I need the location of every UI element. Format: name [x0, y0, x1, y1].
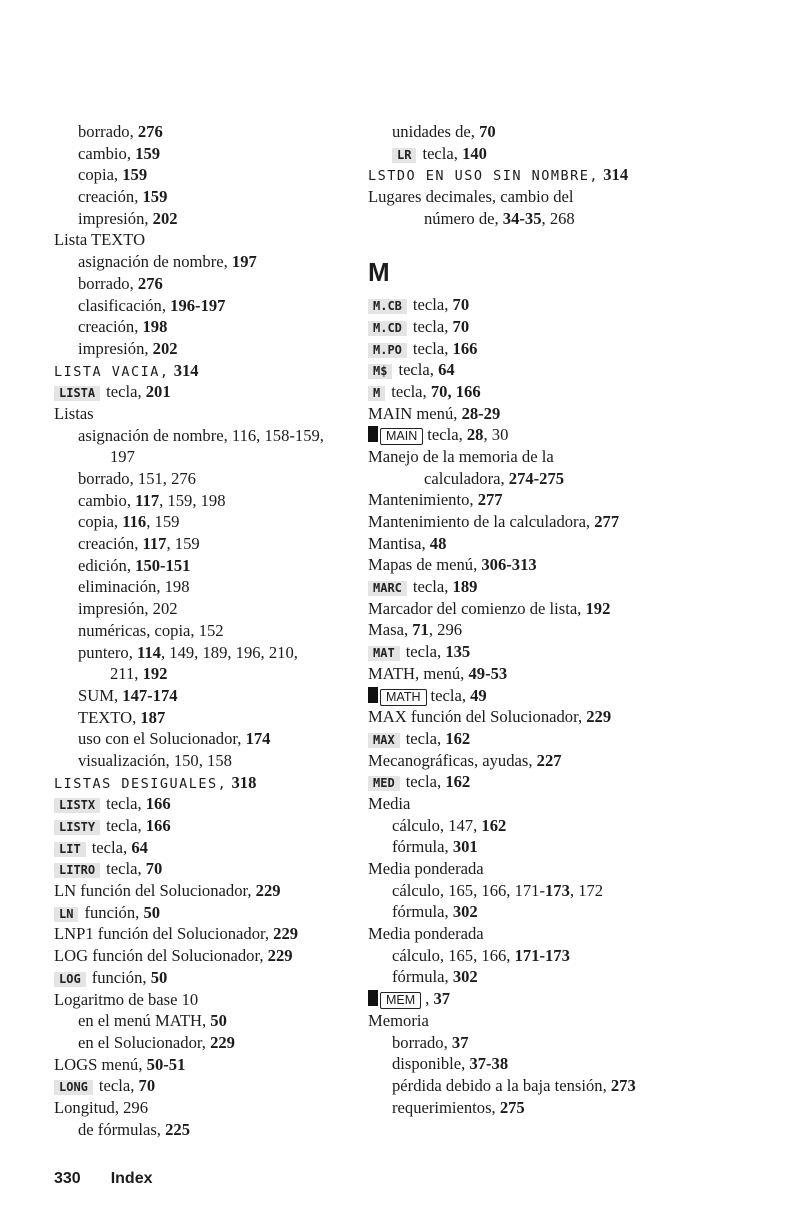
index-entry	[54, 837, 374, 859]
index-entry	[54, 273, 374, 295]
page-ref-primary: 277	[477, 490, 503, 510]
page-ref-primary: 171-173	[514, 945, 570, 965]
entry-text: fórmula,	[392, 967, 453, 987]
page-ref-primary: 28	[466, 425, 484, 445]
index-entry	[368, 403, 788, 425]
entry-text: impresión, 202	[78, 599, 178, 619]
entry-text: cambio,	[78, 143, 136, 163]
entry-text: tecla,	[412, 316, 453, 336]
entry-text: Mapas de menú,	[368, 555, 482, 575]
index-entry	[368, 685, 788, 707]
index-entry	[54, 164, 374, 186]
entry-text: tecla,	[405, 728, 446, 748]
index-entry	[368, 988, 788, 1010]
display-message: LISTA VACIA,	[54, 363, 170, 380]
entry-text: creación,	[78, 534, 143, 554]
page-ref-primary: 34-35	[502, 208, 542, 228]
entry-text: Mantenimiento,	[368, 490, 478, 510]
page-ref-primary: 70	[145, 859, 163, 879]
index-entry	[368, 338, 788, 360]
index-entry	[54, 229, 374, 251]
index-entry	[54, 967, 374, 989]
menu-key-label: M	[368, 386, 385, 401]
keyboard-key: MAIN	[380, 428, 423, 445]
entry-text: Mecanográficas, ayudas,	[368, 750, 537, 770]
entry-text: Lugares decimales, cambio del	[368, 187, 574, 207]
page-ref-primary: 37	[433, 989, 451, 1009]
entry-text: cálculo, 165, 166,	[392, 945, 515, 965]
page-ref-primary: 37-38	[469, 1054, 509, 1074]
index-entry	[54, 446, 374, 468]
entry-text: LN función del Solucionador,	[54, 881, 256, 901]
index-entry	[54, 208, 374, 230]
entry-text: fórmula,	[392, 902, 453, 922]
page-ref-primary: 302	[452, 902, 478, 922]
entry-text: copia,	[78, 165, 123, 185]
entry-text: creación,	[78, 317, 143, 337]
menu-key-label: M$	[368, 364, 392, 379]
entry-text: Marcador del comienzo de lista,	[368, 598, 586, 618]
entry-text: Media ponderada	[368, 924, 484, 944]
entry-text: asignación de nombre,	[78, 252, 232, 272]
entry-text: tecla,	[412, 295, 453, 315]
entry-text: función,	[91, 967, 151, 987]
index-entry	[54, 1119, 374, 1141]
page-ref-primary: 229	[273, 924, 299, 944]
entry-text: tecla,	[91, 837, 132, 857]
entry-text: Lista TEXTO	[54, 230, 146, 250]
entry-text: tecla,	[106, 859, 146, 879]
entry-text: Listas	[54, 403, 94, 423]
page-ref-primary: 229	[586, 707, 612, 727]
entry-text: ,	[425, 989, 434, 1009]
keyboard-key: MATH	[380, 689, 427, 706]
page-ref-primary: 192	[585, 598, 611, 618]
entry-text: tecla,	[422, 143, 463, 163]
page-ref-primary: 166	[452, 338, 478, 358]
entry-text: unidades de,	[392, 122, 480, 141]
page-ref: , 30	[483, 425, 509, 445]
index-entry	[54, 707, 374, 729]
index-entry	[368, 771, 788, 793]
index-entry	[54, 1010, 374, 1032]
entry-text: MAX función del Solucionador,	[368, 707, 587, 727]
index-entry	[368, 316, 788, 338]
index-entry	[368, 663, 788, 685]
entry-text: uso con el Solucionador,	[78, 729, 246, 749]
entry-text: disponible,	[392, 1054, 470, 1074]
page-ref-primary: 314	[603, 165, 629, 185]
entry-text: puntero,	[78, 642, 137, 662]
entry-text: borrado,	[78, 122, 138, 141]
page-ref-primary: 202	[152, 338, 178, 358]
index-entry	[368, 880, 788, 902]
index-entry	[368, 1075, 788, 1097]
page-number: 330	[54, 1170, 81, 1187]
entry-text: eliminación, 198	[78, 577, 190, 597]
page-ref-primary: 71	[412, 620, 429, 640]
entry-text: visualización, 150, 158	[78, 750, 232, 770]
entry-text: Longitud, 296	[54, 1097, 149, 1117]
page-ref-primary: 159	[135, 143, 161, 163]
page-ref-primary: 166	[145, 816, 171, 835]
index-entry	[368, 1097, 788, 1119]
index-entry	[54, 772, 374, 794]
index-entry	[54, 880, 374, 902]
index-entry	[368, 576, 788, 598]
entry-text: LNP1 función del Solucionador,	[54, 924, 274, 944]
entry-text: tecla,	[405, 772, 446, 792]
menu-key-label: LISTA	[54, 386, 100, 401]
index-entry	[368, 619, 788, 641]
index-entry	[368, 728, 788, 750]
menu-key-label: MAT	[368, 646, 400, 661]
index-entry	[54, 338, 374, 360]
menu-key-label: LR	[392, 148, 416, 163]
page-ref-primary: 273	[610, 1075, 636, 1095]
menu-key-label: M.PO	[368, 343, 407, 358]
entry-text: tecla,	[106, 794, 146, 814]
entry-text: tecla,	[106, 382, 146, 402]
entry-text: de fórmulas,	[78, 1119, 166, 1139]
index-entry	[54, 642, 374, 664]
index-entry	[368, 164, 788, 186]
page-ref-primary: 70	[452, 295, 470, 315]
index-entry	[368, 446, 788, 468]
entry-text: cálculo, 147,	[392, 815, 482, 835]
index-entry	[368, 533, 788, 555]
page-ref-primary: 162	[445, 728, 471, 748]
shift-key-icon	[368, 990, 378, 1006]
index-entry	[54, 902, 374, 924]
index-entry	[54, 533, 374, 555]
entry-text: calculadora,	[424, 468, 509, 488]
page-ref-primary: 37	[451, 1032, 469, 1052]
index-entry	[368, 966, 788, 988]
page-ref-primary: 276	[137, 273, 163, 293]
index-entry	[54, 1032, 374, 1054]
entry-text: asignación de nombre, 116, 158-159,	[78, 425, 324, 445]
index-entry	[368, 706, 788, 728]
index-entry	[54, 143, 374, 165]
page-ref-primary: 135	[445, 642, 471, 662]
index-entry	[54, 1054, 374, 1076]
page-ref-primary: 50	[210, 1011, 227, 1031]
index-entry	[54, 316, 374, 338]
page-ref-primary: 318	[231, 772, 257, 792]
page-ref-primary: 70	[479, 122, 496, 141]
display-message: LISTAS DESIGUALES,	[54, 775, 228, 792]
index-entry	[368, 121, 788, 143]
keyboard-key: MEM	[380, 992, 421, 1009]
entry-text: función,	[84, 902, 144, 922]
page-ref-primary: 49-53	[468, 663, 508, 683]
index-entry	[54, 598, 374, 620]
entry-text: TEXTO,	[78, 707, 141, 727]
index-entry	[54, 620, 374, 642]
entry-text: numéricas, copia, 152	[78, 620, 224, 640]
page-ref-primary: 159	[142, 187, 168, 207]
index-entry	[368, 858, 788, 880]
index-entry	[368, 815, 788, 837]
page-ref-primary: 70	[138, 1076, 156, 1096]
index-entry	[368, 424, 788, 446]
entry-text: SUM,	[78, 685, 123, 705]
page-ref-primary: 196-197	[170, 295, 226, 315]
entry-text: Manejo de la memoria de la	[368, 446, 554, 466]
page-ref: , 172	[569, 880, 604, 900]
page-ref-primary: 229	[210, 1032, 235, 1052]
menu-key-label: LOG	[54, 972, 86, 987]
page-ref-primary: 225	[165, 1119, 190, 1139]
index-entry	[368, 836, 788, 858]
index-entry	[54, 121, 374, 143]
index-entry	[368, 489, 788, 511]
index-entry	[54, 251, 374, 273]
page-ref-primary: 50-51	[146, 1054, 186, 1074]
index-entry	[54, 815, 374, 837]
page-ref: , 159	[146, 512, 180, 532]
index-entry	[54, 425, 374, 447]
index-entry	[368, 1010, 788, 1032]
index-entry	[54, 576, 374, 598]
page-ref-primary: 276	[137, 122, 163, 141]
index-entry	[368, 641, 788, 663]
index-entry	[368, 750, 788, 772]
index-entry	[368, 359, 788, 381]
entry-text: 197	[110, 447, 135, 467]
entry-text: MATH, menú,	[368, 663, 469, 683]
entry-text: LOG función del Solucionador,	[54, 946, 268, 966]
entry-text: Mantisa,	[368, 533, 430, 553]
page-ref-primary: 159	[122, 165, 148, 185]
entry-text: en el Solucionador,	[78, 1032, 211, 1052]
index-entry	[54, 403, 374, 425]
menu-key-label: MARC	[368, 581, 407, 596]
page-ref-primary: 70	[452, 316, 470, 336]
page-ref-primary: 275	[499, 1097, 525, 1117]
entry-text: cálculo, 165, 166, 171-	[392, 880, 545, 900]
index-entry	[368, 901, 788, 923]
page-ref: , 268	[541, 208, 575, 228]
entry-text: cambio,	[78, 490, 136, 510]
page-ref-primary: 70, 166	[430, 381, 481, 401]
page-ref-primary: 302	[452, 967, 478, 987]
section-letter: M	[368, 257, 390, 288]
entry-text: tecla,	[412, 338, 453, 358]
index-entry	[54, 511, 374, 533]
entry-text: fórmula,	[392, 837, 453, 857]
entry-text: pérdida debido a la baja tensión,	[392, 1075, 611, 1095]
page-ref-primary: 229	[255, 881, 281, 901]
menu-key-label: M.CD	[368, 321, 407, 336]
page-ref: , 149, 189, 196, 210,	[160, 642, 298, 662]
menu-key-label: LISTX	[54, 798, 100, 813]
page-ref-primary: 162	[481, 815, 507, 835]
index-entry	[54, 945, 374, 967]
index-entry	[54, 1097, 374, 1119]
menu-key-label: LONG	[54, 1080, 93, 1095]
page-ref-primary: 48	[429, 533, 447, 553]
entry-text: Media ponderada	[368, 859, 484, 878]
page-ref-primary: 166	[145, 794, 171, 814]
index-entry	[368, 468, 788, 490]
index-entry	[54, 360, 374, 382]
entry-text: impresión,	[78, 208, 153, 228]
page-ref: , 159, 198	[159, 490, 226, 510]
index-entry	[54, 468, 374, 490]
page-ref-primary: 202	[152, 208, 178, 228]
page-ref-primary: 201	[145, 382, 171, 402]
entry-text: borrado,	[392, 1032, 452, 1052]
entry-text: LOGS menú,	[54, 1054, 147, 1074]
entry-text: tecla,	[106, 816, 146, 835]
entry-text: tecla,	[398, 360, 439, 380]
menu-key-label: LN	[54, 907, 78, 922]
page-ref-primary: 277	[594, 512, 620, 531]
index-entry	[368, 143, 788, 165]
shift-key-icon	[368, 426, 378, 442]
index-entry	[368, 945, 788, 967]
page-ref-primary: 301	[452, 837, 478, 857]
page-footer	[54, 1170, 153, 1188]
index-entry	[54, 663, 374, 685]
entry-text: creación,	[78, 187, 143, 207]
page-ref-primary: 28-29	[461, 403, 501, 423]
page-ref: , 159	[166, 534, 200, 554]
index-entry	[368, 1053, 788, 1075]
index-entry	[54, 793, 374, 815]
page-ref-primary: 274-275	[508, 468, 565, 488]
entry-text: tecla,	[430, 685, 471, 705]
page-ref-primary: 192	[142, 664, 168, 684]
page-ref-primary: 150-151	[135, 555, 191, 575]
index-column-left	[54, 121, 374, 1140]
page-ref-primary: 162	[445, 772, 471, 792]
page-ref-primary: 227	[536, 750, 562, 770]
section-heading	[368, 251, 788, 294]
index-entry	[54, 1075, 374, 1097]
page-ref-primary: 116	[122, 512, 147, 532]
index-entry	[54, 555, 374, 577]
entry-text: borrado, 151, 276	[78, 469, 196, 488]
index-entry	[54, 685, 374, 707]
page-ref-primary: 50	[150, 967, 168, 987]
page-ref-primary: 50	[143, 902, 161, 922]
display-message: LSTDO EN USO SIN NOMBRE,	[368, 168, 600, 185]
entry-text: 211,	[110, 664, 143, 684]
index-entry	[368, 1032, 788, 1054]
menu-key-label: M.CB	[368, 299, 407, 314]
index-entry	[54, 728, 374, 750]
menu-key-label: LIT	[54, 842, 86, 857]
menu-key-label: LISTY	[54, 820, 100, 835]
spacer	[368, 229, 788, 251]
index-entry	[54, 989, 374, 1011]
page-ref-primary: 117	[142, 534, 167, 554]
index-entry	[368, 208, 788, 230]
index-entry	[54, 381, 374, 403]
entry-text: impresión,	[78, 338, 153, 358]
index-entry	[368, 554, 788, 576]
menu-key-label: MAX	[368, 733, 400, 748]
index-entry	[368, 511, 788, 533]
entry-text: tecla,	[427, 425, 467, 445]
entry-text: borrado,	[78, 273, 138, 293]
page-ref-primary: 147-174	[122, 685, 178, 705]
entry-text: tecla,	[412, 577, 453, 597]
entry-text: tecla,	[391, 381, 431, 401]
entry-text: Mantenimiento de la calculadora,	[368, 512, 595, 531]
shift-key-icon	[368, 687, 378, 703]
index-column-right	[368, 121, 788, 1118]
entry-text: tecla,	[98, 1076, 139, 1096]
page-ref-primary: 49	[470, 685, 487, 705]
index-entry	[368, 381, 788, 403]
index-entry	[368, 923, 788, 945]
entry-text: edición,	[78, 555, 136, 575]
index-entry	[54, 295, 374, 317]
page-ref-primary: 174	[245, 729, 271, 749]
index-entry	[368, 793, 788, 815]
page-ref-primary: 229	[267, 946, 293, 966]
page-ref-primary: 306-313	[481, 555, 537, 575]
index-entry	[368, 186, 788, 208]
page-ref-primary: 173	[545, 880, 570, 900]
index-entry	[54, 750, 374, 772]
page-ref-primary: 314	[173, 360, 199, 380]
entry-text: Masa,	[368, 620, 413, 640]
entry-text: Memoria	[368, 1010, 429, 1030]
section-title: Index	[110, 1170, 153, 1187]
entry-text: tecla,	[405, 642, 446, 662]
index-entry	[54, 490, 374, 512]
page-ref-primary: 189	[452, 577, 478, 597]
index-entry	[368, 294, 788, 316]
page-ref-primary: 64	[131, 837, 148, 857]
page-ref: , 296	[428, 620, 463, 640]
menu-key-label: MED	[368, 776, 400, 791]
page-ref-primary: 187	[140, 707, 166, 727]
index-entry	[54, 186, 374, 208]
menu-key-label: LITRO	[54, 863, 100, 878]
index-entry	[368, 598, 788, 620]
index-entry	[54, 858, 374, 880]
entry-text: Logaritmo de base 10	[54, 989, 199, 1009]
entry-text: MAIN menú,	[368, 403, 462, 423]
page-ref-primary: 140	[462, 143, 487, 163]
page-ref-primary: 197	[231, 252, 257, 272]
entry-text: en el menú MATH,	[78, 1011, 211, 1031]
entry-text: número de,	[424, 208, 503, 228]
entry-text: Media	[368, 793, 411, 813]
entry-text: copia,	[78, 512, 123, 532]
entry-text: clasificación,	[78, 295, 171, 315]
page-ref-primary: 114	[137, 642, 161, 662]
page-ref-primary: 117	[135, 490, 160, 510]
page-ref-primary: 198	[142, 317, 168, 337]
entry-text: requerimientos,	[392, 1097, 500, 1117]
index-entry	[54, 923, 374, 945]
page-ref-primary: 64	[438, 360, 455, 380]
